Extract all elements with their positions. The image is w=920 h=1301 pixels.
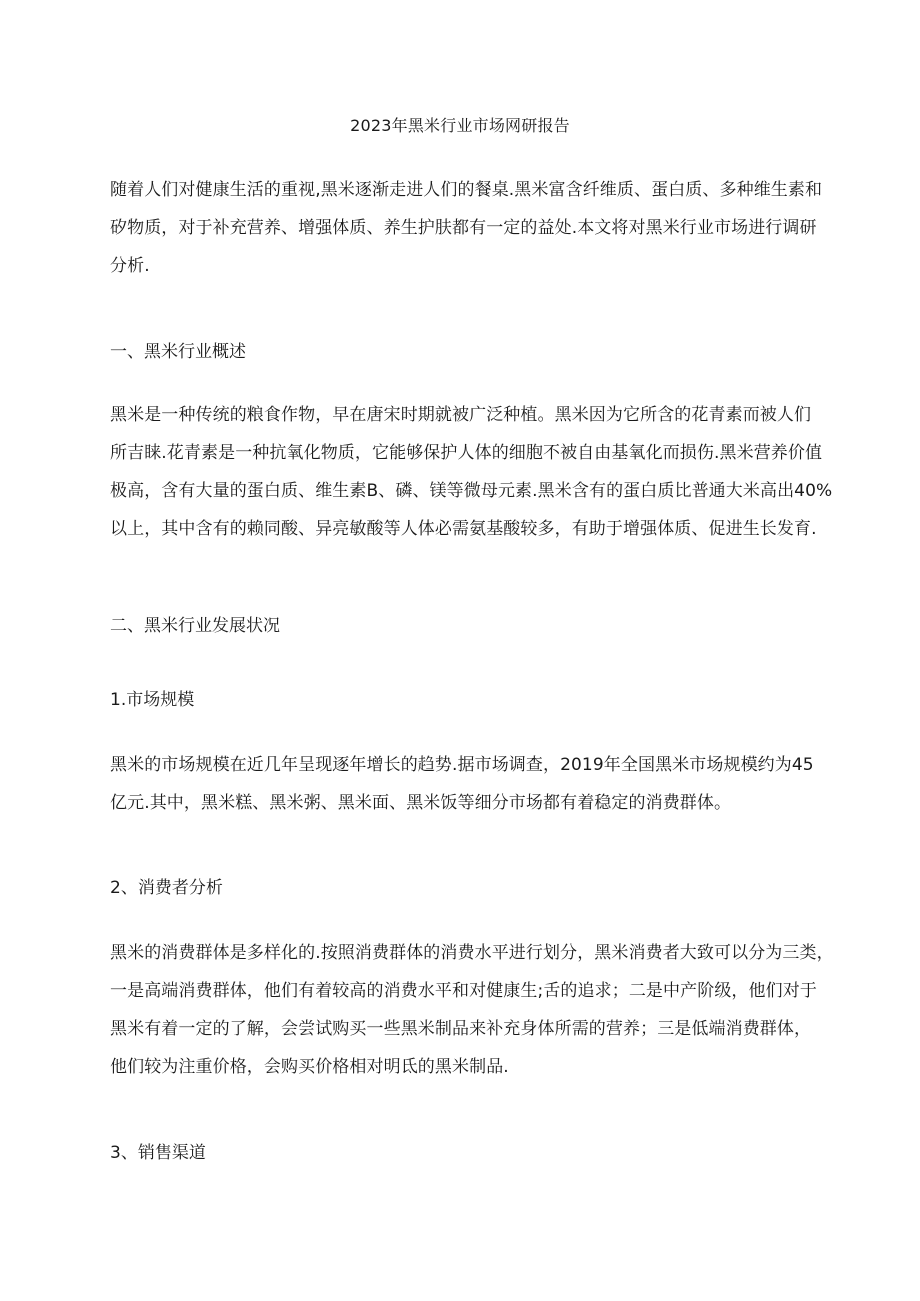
- intro-paragraph: [110, 171, 822, 285]
- intro-line: 随着人们对健康生活的重视,黑米逐渐走进人们的餐桌.黑米富含纤维质、蛋白质、多种维生素和: [110, 180, 823, 200]
- intro-line: 矽物质，对于补充营养、增强体质、养生护肤都有一定的益处.本文将对黑米行业市场进行调研: [110, 218, 817, 238]
- consumers-line: 他们较为注重价格，会购买价格相对明氐的黑米制品.: [110, 1057, 509, 1077]
- intro-line: 分析.: [110, 256, 150, 276]
- consumers-paragraph: [110, 934, 834, 1086]
- overview-line: 黑米是一种传统的粮食作物，早在唐宋时期就被广泛种植。黑米因为它所含的花青素而被人们: [110, 405, 812, 425]
- subsection-heading-market-size: 1.市场规模: [110, 690, 195, 710]
- overview-line: 以上，其中含有的赖同酸、异亮敏酸等人体必需氨基酸较多，有助于增强体质、促进生长发育.: [110, 519, 817, 539]
- consumers-line: 一是高端消费群体，他们有着较高的消费水平和对健康生;舌的追求；二是中产阶级，他们对于: [110, 981, 817, 1001]
- consumers-line: 黑米的消费群体是多样化的.按照消费群体的消费水平进行划分，黑米消费者大致可以分为三类，: [110, 943, 834, 963]
- overview-line: 所吉睐.花青素是一种抗氧化物质，它能够保护人体的细胞不被自由基氧化而损伤.黑米营养价值: [110, 443, 823, 463]
- market-size-line: 黑米的市场规模在近几年呈现逐年增长的趋势.据市场调查，2019年全国黑米市场规模约为45: [110, 755, 814, 775]
- section-heading-overview: 一、黑米行业概述: [110, 342, 246, 362]
- consumers-line: 黑米有着一定的了解，会尝试购买一些黑米制品来补充身体所需的营养；三是低端消费群体，: [110, 1019, 812, 1039]
- section-heading-development: 二、黑米行业发展状况: [110, 616, 280, 636]
- market-size-paragraph: [110, 746, 822, 822]
- document-title: 2023年黑米行业市场网研报告: [350, 116, 570, 135]
- overview-line: 极高，含有大量的蛋白质、维生素B、磷、镁等微母元素.黑米含有的蛋白质比普通大米高出40%: [110, 481, 833, 501]
- overview-paragraph: [110, 396, 833, 548]
- subsection-heading-consumers: 2、消费者分析: [110, 878, 223, 898]
- subsection-heading-sales-channels: 3、销售渠道: [110, 1143, 206, 1163]
- market-size-line: 亿元.其中，黑米糕、黑米粥、黑米面、黑米饭等细分市场都有着稳定的消费群体。: [110, 793, 732, 813]
